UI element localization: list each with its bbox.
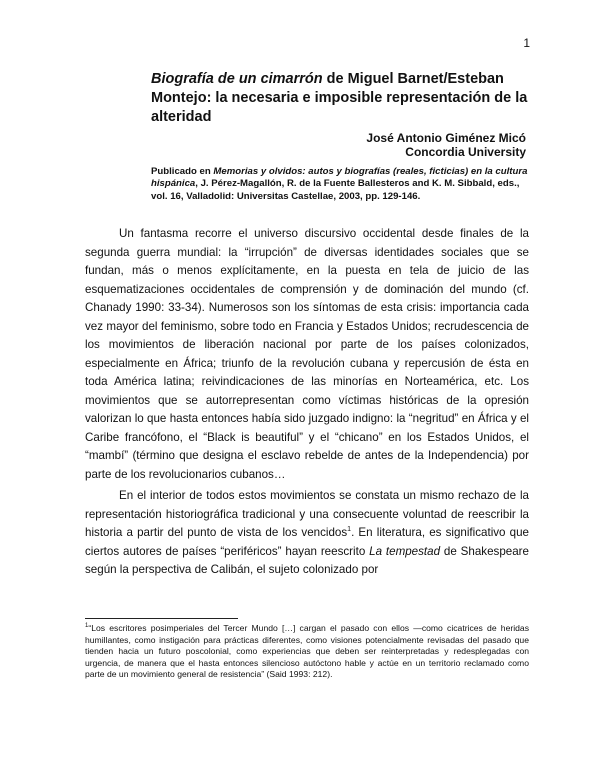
paragraph-2-work-title: La tempestad bbox=[369, 544, 441, 558]
footnote-text: “Los escritores posimperiales del Tercer Mundo […] cargan el pasado con ellos —como cicatrices de heridas humillantes, como instigación para prácticas diferentes, como visiones potencialmente revisadas del pasado que tienden hacia un futuro poscolonial, como experiencias que deben ser reinterpretadas y redesplegadas con urgencia, de manera que el hasta entonces silencioso autóctono hable y actúe en un territorio reclamado como parte de un movimiento general de resistencia” (Said 1993: 212). bbox=[85, 623, 529, 680]
publication-prefix: Publicado en bbox=[151, 166, 214, 177]
body-paragraph-2 bbox=[85, 487, 529, 580]
footnote-reference-mark[interactable]: 1 bbox=[347, 526, 352, 534]
title-rest: de Miguel Barnet/Esteban Montejo: la necesaria e imposible representación de la alteridad bbox=[151, 71, 528, 125]
author-affiliation: Concordia University bbox=[405, 145, 526, 159]
body-paragraph-1: Un fantasma recorre el universo discursivo occidental desde finales de la segunda guerra mundial: la “irrupción” de diversas identidades sociales que se fundan, más o menos explícitamente, en la puesta en tela de juicio de las esquematizaciones occidentales de comprensión y de dominación del mundo (cf. Chanady 1990: 33-34). Numerosos son los síntomas de esta crisis: importancia cada vez mayor del feminismo, sobre todo en Francia y Estados Unidos; recrudescencia de los movimientos de liberación nacional por parte de los países colonizados, especialmente en África; triunfo de la revolución cubana y repercusión de ésta en toda América latina; reivindicaciones de las minorías en Norteamérica, etc. Los movimientos que se autorrepresentan como víctimas históricas de la opresión valorizan lo que hasta entonces había sido juzgado indigno: la “negritud” en África y el Caribe francófono, el “Black is beautiful” y el “chicano” en los Estados Unidos, el “mambí” (término que designa el esclavo rebelde de antes de la Independencia) por parte de los revolucionarios cubanos… bbox=[85, 227, 529, 481]
footnote bbox=[85, 623, 529, 681]
page-number: 1 bbox=[523, 36, 530, 50]
publication-details: , J. Pérez-Magallón, R. de la Fuente Ballesteros and K. M. Sibbald, eds., vol. 16, Valladolid: Universitas Castellae, 2003, pp. 129-146. bbox=[151, 178, 520, 202]
paragraph-2-text-c: de Shakespeare según la perspectiva de Calibán, el sujeto colonizado por bbox=[85, 544, 529, 576]
author-block bbox=[366, 131, 526, 159]
publication-note bbox=[151, 166, 529, 203]
paragraph-2-text-b: . En literatura, es significativo que ciertos autores de países “periféricos” hayan reescrito bbox=[85, 526, 529, 558]
author-name: José Antonio Giménez Micó bbox=[366, 131, 526, 145]
title-italic-part: Biografía de un cimarrón bbox=[151, 71, 323, 87]
paragraph-2-text-a: En el interior de todos estos movimientos se constata un mismo rechazo de la representación historiográfica tradicional y una consecuente voluntad de reescribir la historia a partir del punto de vista de los vencidos bbox=[85, 489, 529, 539]
footnote-separator bbox=[85, 618, 238, 619]
footnote-mark: 1 bbox=[85, 623, 89, 630]
article-title bbox=[151, 70, 531, 127]
publication-book-title: Memorias y olvidos: autos y biografías (reales, ficticias) en la cultura hispánica bbox=[151, 166, 528, 190]
